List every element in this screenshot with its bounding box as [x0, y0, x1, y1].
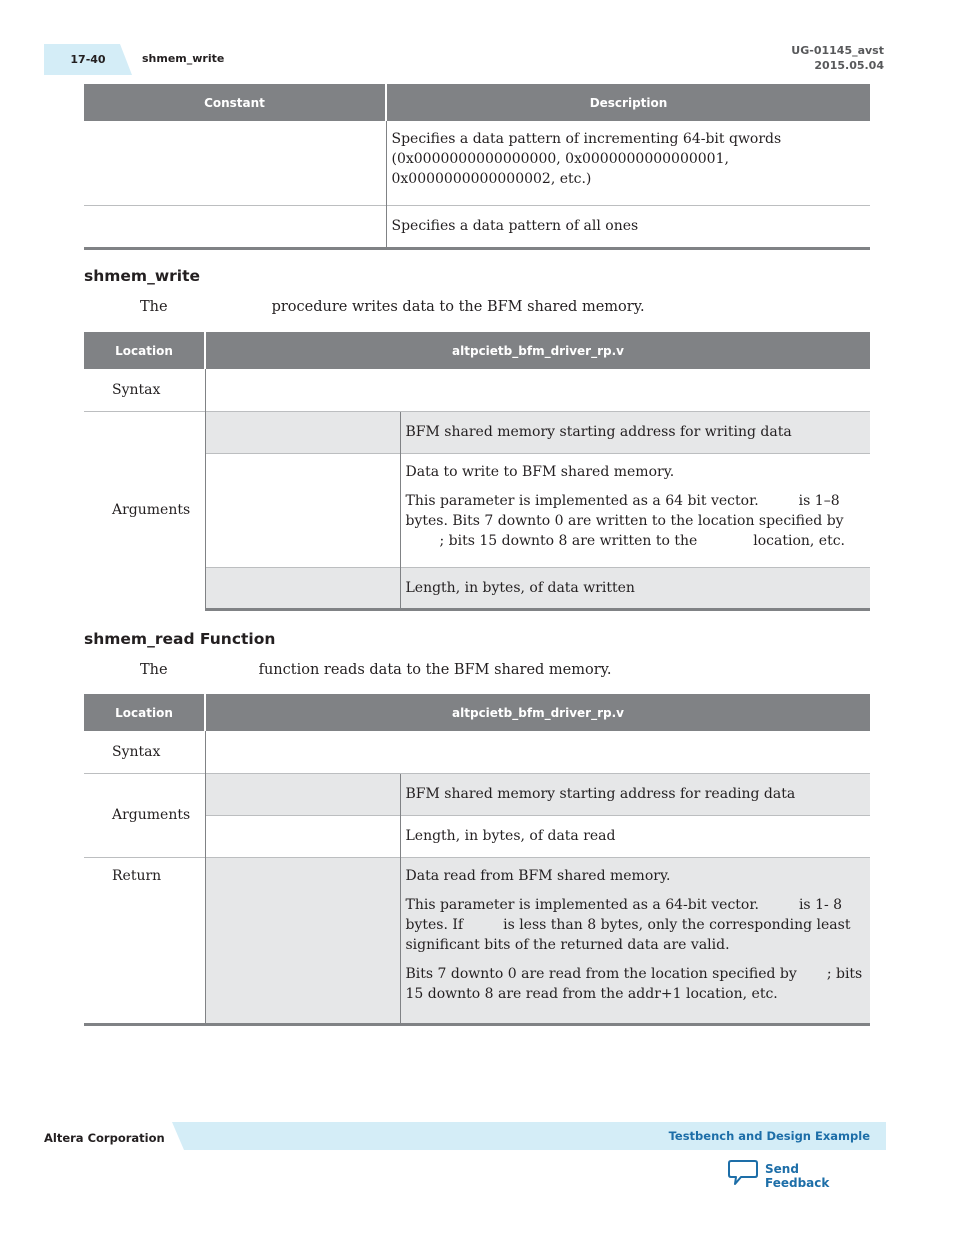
return-text: is less than 8 bytes, only the corresponding least significant bits of the returned data are valid.: [405, 916, 851, 953]
argument-addr-description: BFM shared memory starting address for writing data: [400, 411, 870, 453]
argument-data-text: This parameter is implemented as a 64 bit vector.: [405, 492, 759, 509]
constant-cell: [84, 121, 386, 205]
description-cell: Specifies a data pattern of incrementing 64-bit qwords (0x0000000000000000, 0x0000000000000001, 0x0000000000000002, etc.): [386, 121, 870, 205]
syntax-label: Syntax: [112, 743, 161, 760]
location-label: Location: [84, 332, 205, 369]
location-row: [84, 694, 870, 731]
document-id: [791, 43, 884, 73]
argument-name-cell: [205, 567, 400, 609]
description-cell: Specifies a data pattern of all ones: [386, 205, 870, 248]
argument-row: [84, 773, 870, 815]
location-value: altpcietb_bfm_driver_rp.v: [205, 694, 870, 731]
arguments-label: Arguments: [84, 411, 205, 609]
intro-text-after: function reads data to the BFM shared memory.: [258, 662, 612, 678]
argument-addr-description: BFM shared memory starting address for reading data: [400, 773, 870, 815]
syntax-row: [84, 731, 870, 773]
constant-cell: [84, 205, 386, 248]
argument-name-cell: [205, 411, 400, 453]
running-title: shmem_write: [142, 52, 225, 65]
send-feedback-label[interactable]: Send Feedback: [765, 1162, 830, 1190]
intro-text-before: The: [140, 662, 168, 678]
syntax-value: [205, 731, 870, 773]
footer-organization: Altera Corporation: [44, 1131, 165, 1145]
footer-chapter-link[interactable]: Testbench and Design Example: [668, 1129, 870, 1143]
column-header-description: Description: [386, 84, 870, 121]
document-date: 2015.05.04: [814, 59, 884, 72]
section-heading-shmem-write: shmem_write: [84, 267, 201, 285]
return-label: Return: [84, 857, 205, 1024]
return-text: ;: [826, 965, 832, 982]
syntax-label: Syntax: [112, 381, 161, 398]
location-label: Location: [84, 694, 205, 731]
return-name-cell: [205, 857, 400, 1024]
return-description: [400, 857, 870, 1024]
intro-text-before: The: [140, 299, 168, 315]
speech-bubble-icon: [727, 1158, 759, 1186]
return-line-1: Data read from BFM shared memory.: [405, 867, 671, 884]
shmem-write-intro: [140, 299, 645, 315]
argument-name-cell: [205, 815, 400, 857]
footer-chapter-band: [172, 1122, 886, 1150]
section-heading-shmem-read: shmem_read Function: [84, 630, 276, 648]
return-text: is 1- 8 bytes. If: [405, 896, 843, 933]
argument-name-cell: [205, 453, 400, 567]
argument-length-description: Length, in bytes, of data read: [400, 815, 870, 857]
syntax-row: [84, 369, 870, 411]
constants-table-header: [84, 84, 870, 121]
argument-data-text: ; bits 15 downto 8 are written to the: [439, 532, 698, 549]
location-row: [84, 332, 870, 369]
argument-data-description: [400, 453, 870, 567]
page-number: 17-40: [70, 53, 106, 66]
page-number-tab: [44, 44, 132, 75]
constants-table: [84, 84, 870, 250]
argument-data-text: is 1–8 bytes. Bits 7 downto 0 are written to the location specified by: [405, 492, 844, 529]
location-value: altpcietb_bfm_driver_rp.v: [205, 332, 870, 369]
argument-row: [84, 411, 870, 453]
return-row: [84, 857, 870, 1024]
table-row: [84, 121, 870, 205]
send-feedback-link[interactable]: [727, 1158, 867, 1188]
argument-data-line-1: Data to write to BFM shared memory.: [405, 463, 675, 480]
argument-data-line-2: [406, 491, 866, 551]
shmem-read-table: [84, 694, 870, 1026]
return-text: This parameter is implemented as a 64-bit vector.: [405, 896, 759, 913]
document-number: UG-01145_avst: [791, 44, 884, 57]
argument-length-description: Length, in bytes, of data written: [400, 567, 870, 609]
return-line-2: [406, 895, 866, 955]
argument-data-text: location, etc.: [753, 532, 845, 549]
return-text: Bits 7 downto 0 are read from the location specified by: [405, 965, 797, 982]
column-header-constant: Constant: [84, 84, 386, 121]
return-line-3: [406, 964, 866, 1004]
table-row: [84, 205, 870, 248]
intro-text-after: procedure writes data to the BFM shared memory.: [271, 299, 645, 315]
argument-name-cell: [205, 773, 400, 815]
shmem-write-table: [84, 332, 870, 611]
arguments-label: Arguments: [84, 773, 205, 857]
return-text: bits 15 downto 8 are read from the addr+1 location, etc.: [405, 965, 863, 1002]
shmem-read-intro: [140, 662, 612, 678]
syntax-value: [205, 369, 870, 411]
